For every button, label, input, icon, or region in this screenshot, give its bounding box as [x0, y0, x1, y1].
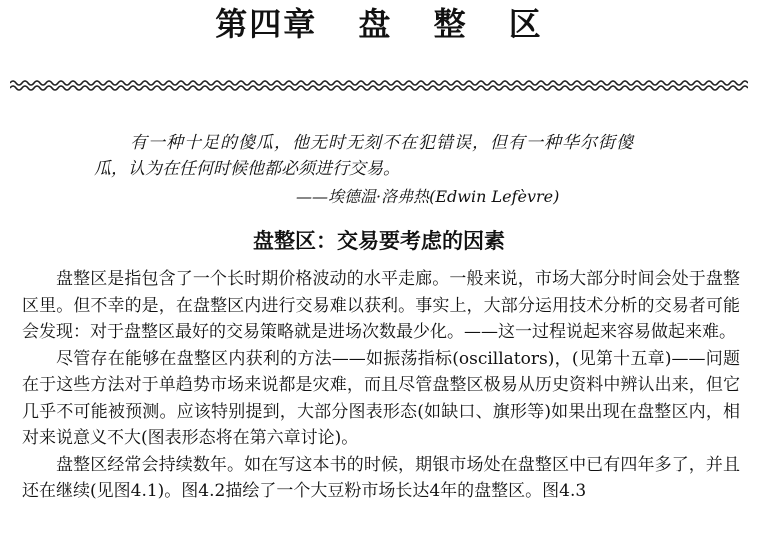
chapter-title-char-2: 整: [433, 5, 468, 43]
chapter-title: [0, 2, 758, 46]
epigraph-line-1: 有一种十足的傻瓜，他无时无刻不在犯错误，但有一种华尔街傻: [130, 133, 634, 153]
epigraph-attribution: ——埃德温·洛弗热(Edwin Lefèvre): [296, 187, 560, 206]
chapter-number: 第四章: [215, 5, 318, 43]
body-paragraph-3: 盘整区经常会持续数年。如在写这本书的时候，期银市场处在盘整区中已有四年多了，并且还在继续(见图4.1)。图4.2描绘了一个大豆粉市场长达4年的盘整区。图4.3: [22, 454, 740, 501]
body-text: [22, 266, 740, 505]
body-paragraph-1: 盘整区是指包含了一个长时期价格波动的水平走廊。一般来说，市场大部分时间会处于盘整区里。但不幸的是，在盘整区内进行交易难以获利。事实上，大部分运用技术分析的交易者可能会发现：对于盘整区最好的交易策略就是进场次数最少化。——这一过程说起来容易做起来难。: [22, 269, 740, 342]
ornamental-divider: [10, 78, 748, 92]
body-paragraph-2: 尽管存在能够在盘整区内获利的方法——如振荡指标(oscillators)，(见第十五章)——问题在于这些方法对于单趋势市场来说都是灾难，而且尽管盘整区极易从历史资料中辨认出来，但它几乎不可能被预测。应该特别提到，大部分图表形态(如缺口、旗形等)如果出现在盘整区内，相对来说意义不大(图表形态将在第六章讨论)。: [22, 348, 740, 448]
epigraph-line-2: 瓜，认为在任何时候他都必须进行交易。: [94, 159, 400, 179]
epigraph-quote: [94, 130, 674, 182]
section-heading: 盘整区：交易要考虑的因素: [253, 228, 505, 253]
chapter-title-char-1: 盘: [358, 5, 393, 43]
chapter-title-char-3: 区: [508, 5, 543, 43]
